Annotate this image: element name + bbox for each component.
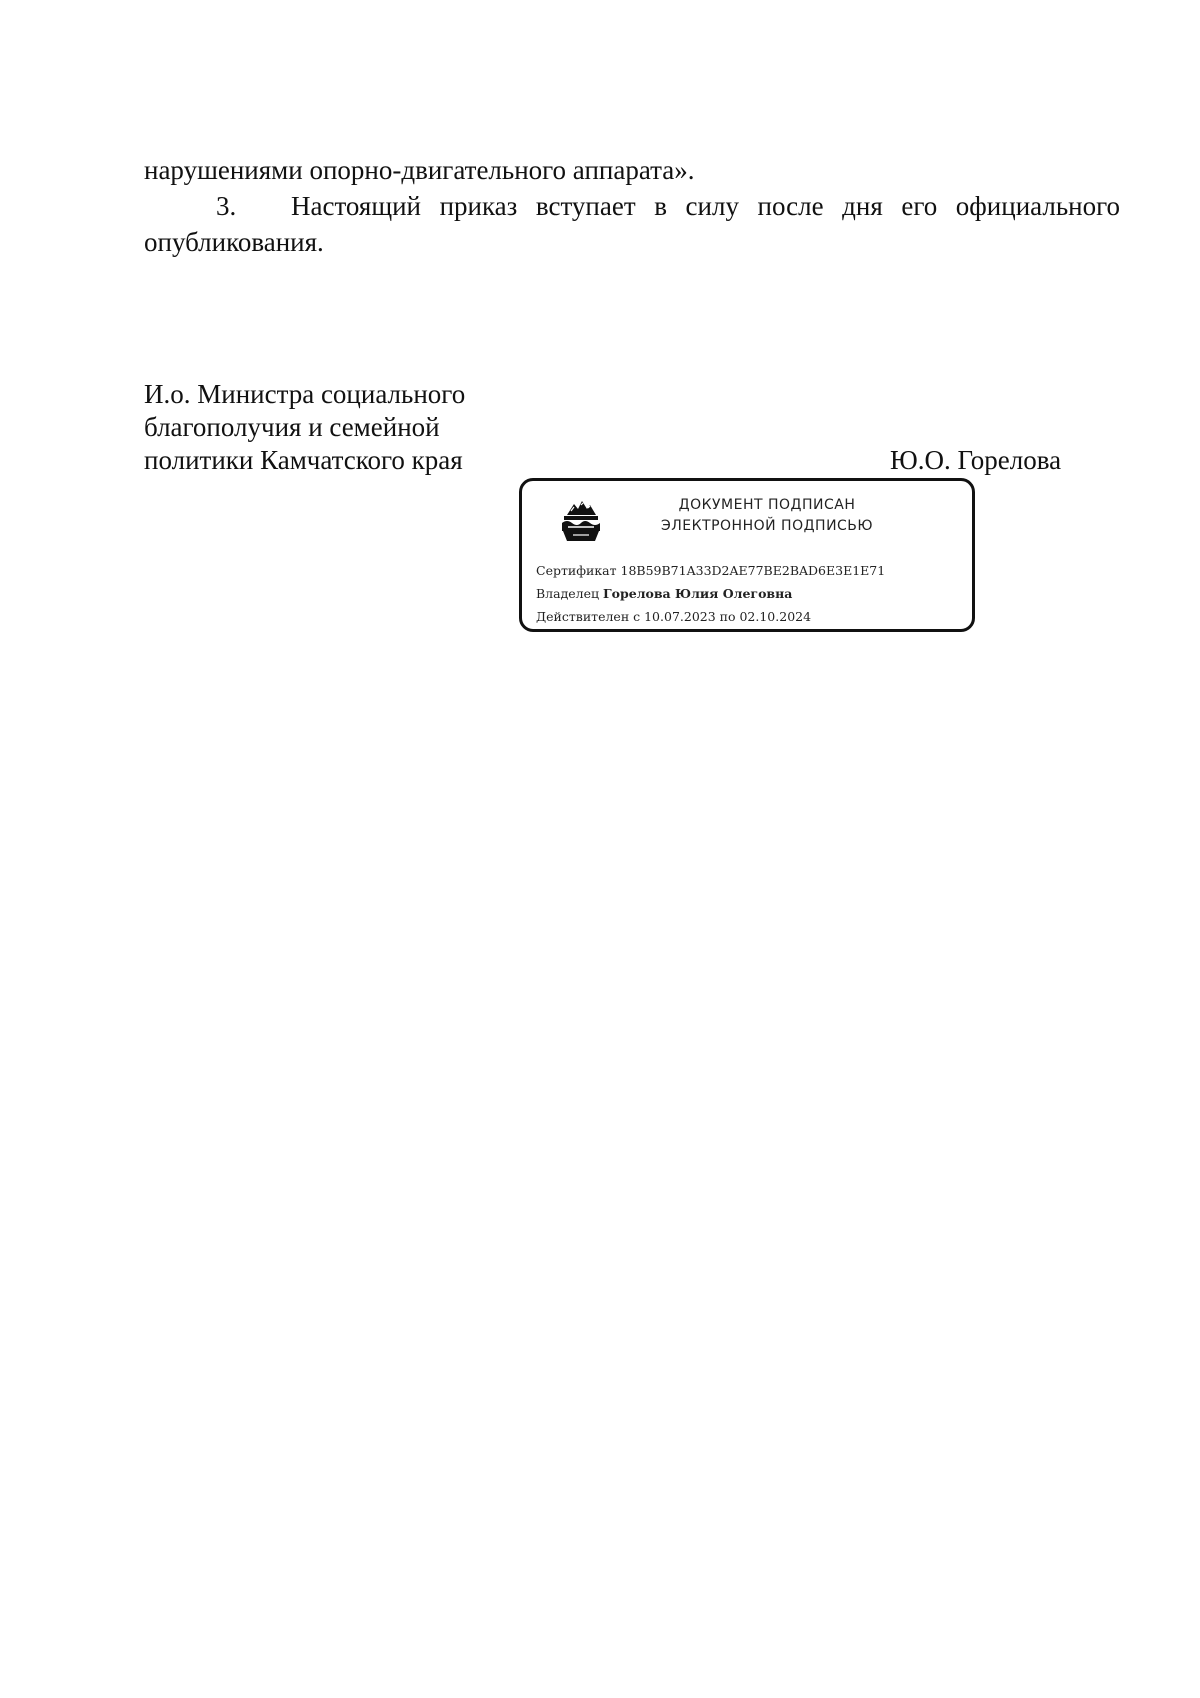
continued-text-line: нарушениями опорно-двигательного аппарата». <box>144 155 695 185</box>
kamchatka-coat-of-arms-icon <box>559 497 603 545</box>
owner-label: Владелец <box>536 586 600 601</box>
stamp-validity-line: Действителен с 10.07.2023 по 02.10.2024 <box>536 609 812 624</box>
paragraph-text: Настоящий приказ вступает в силу после дня его официального опубликования. <box>144 191 1120 257</box>
stamp-certificate-line <box>536 559 966 582</box>
position-line-2: благополучия и семейной <box>144 412 440 442</box>
electronic-signature-stamp <box>519 478 975 632</box>
certificate-value: 18B59B71A33D2AE77BE2BAD6E3E1E71 <box>620 563 886 578</box>
owner-value: Горелова Юлия Олеговна <box>603 586 793 601</box>
stamp-title-line-2: ЭЛЕКТРОННОЙ ПОДПИСЬЮ <box>660 518 874 534</box>
stamp-owner-line <box>536 582 966 605</box>
stamp-title <box>632 495 902 537</box>
position-line-3: политики Камчатского края <box>144 445 463 475</box>
certificate-label: Сертификат <box>536 563 617 578</box>
position-line-1: И.о. Министра социального <box>144 379 466 409</box>
paragraph-number: 3. <box>216 191 237 221</box>
stamp-details <box>536 559 966 628</box>
paragraph-3 <box>144 188 1120 260</box>
signatory-position <box>144 378 465 477</box>
signatory-name: Ю.О. Горелова <box>890 445 1062 475</box>
stamp-title-line-1: ДОКУМЕНТ ПОДПИСАН <box>678 497 856 513</box>
